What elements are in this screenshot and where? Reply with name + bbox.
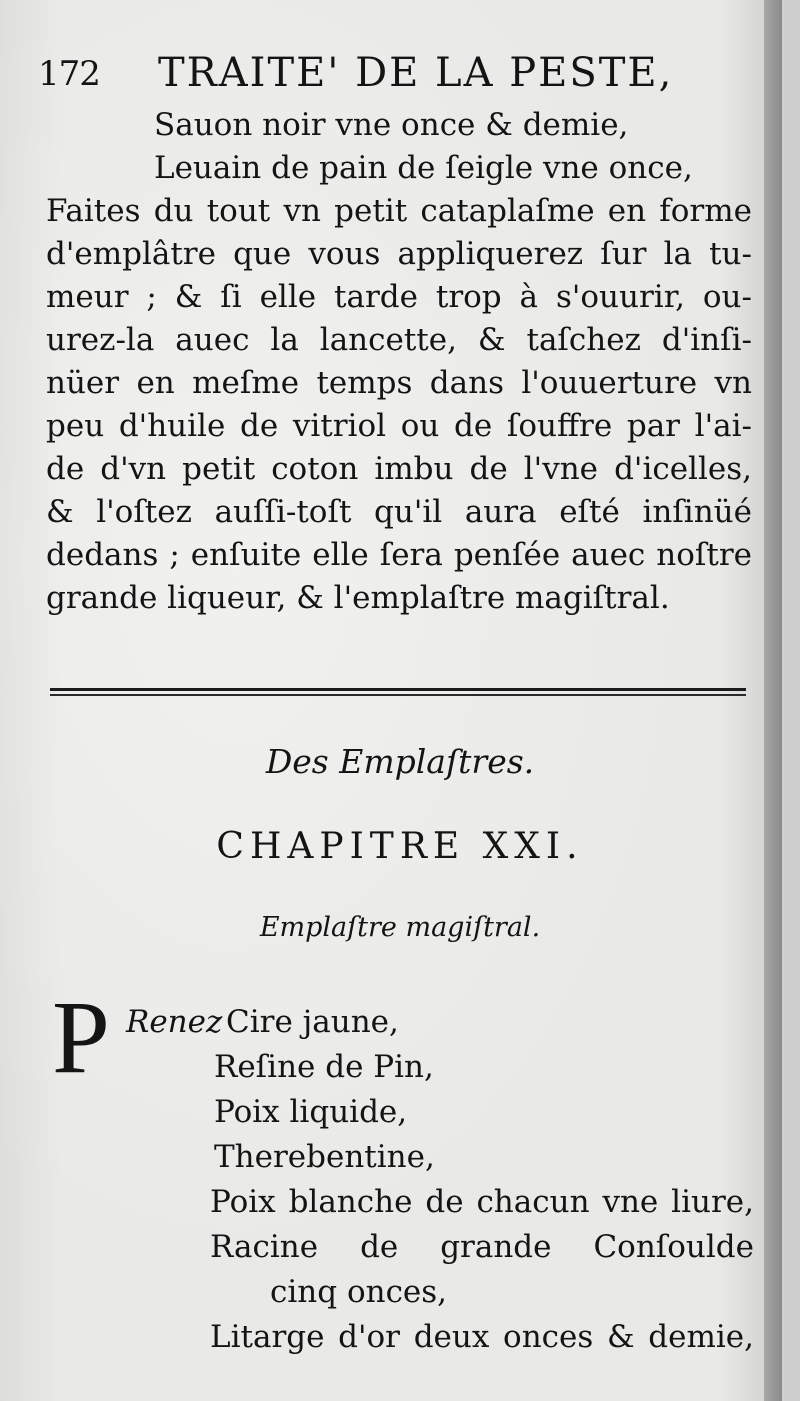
text-line: dedans ; enſuite elle ſera penſée auec noſtre [46,537,752,573]
text-line: Sauon noir vne once & demie, [154,107,629,143]
list-item [0,1315,782,1360]
section-divider [50,688,746,698]
list-item [0,1000,782,1045]
page-number: 172 [38,54,100,94]
list-item [0,1225,782,1270]
chapter-title: CHAPITRE XXI. [216,826,584,867]
ingredient-text: Poix blanche de chacun vne liure, [210,1184,754,1220]
list-item [0,1090,782,1135]
ingredient-text: Poix liquide, [214,1094,408,1130]
list-item [0,1180,782,1225]
text-line: urez-la auec la lancette, & taſchez d'inſi- [46,322,752,358]
divider-line-bottom [50,694,746,696]
text-line: nüer en meſme temps dans l'ouuerture vn [46,365,752,401]
text-line: peu d'huile de vitriol ou de ſouffre par l'ai- [46,408,752,444]
lead-word: Renez [126,1004,223,1040]
ingredient-text: Racine de grande Conſoulde [210,1229,754,1265]
text-line: de d'vn petit coton imbu de l'vne d'icelles, [46,451,752,487]
ingredient-text: Reſine de Pin, [214,1049,434,1085]
text-line: meur ; & ſi elle tarde trop à s'ouurir, ou- [46,279,752,315]
list-item [0,1045,782,1090]
divider-line-top [50,688,746,691]
drop-cap: P [52,980,110,1095]
text-line: grande liqueur, & l'emplaſtre magiſtral. [46,580,670,616]
text-line: d'emplâtre que vous appliquerez ſur la tu- [46,236,752,272]
list-item [0,1135,782,1180]
subsection-title: Emplaſtre magiſtral. [259,912,541,943]
section-title: Des Emplaſtres. [265,742,535,781]
text-line: & l'oſtez auſſi-toſt qu'il aura eſté inſinüé [46,494,752,530]
text-line: Leuain de pain de ſeigle vne once, [154,150,693,186]
recipe-list [0,1000,782,1360]
text-line: Faites du tout vn petit cataplaſme en forme [46,193,752,229]
ingredient-text: Litarge d'or deux onces & demie, [210,1319,754,1355]
list-item [0,1270,782,1315]
ingredient-text: Cire jaune, [226,1004,399,1040]
body-text [46,104,752,620]
running-title: TRAITE' DE LA PESTE, [158,50,674,96]
ingredient-text: cinq onces, [270,1274,448,1310]
page-header [38,50,738,100]
ingredient-text: Therebentine, [214,1139,435,1175]
page-edge-shadow [764,0,782,1401]
